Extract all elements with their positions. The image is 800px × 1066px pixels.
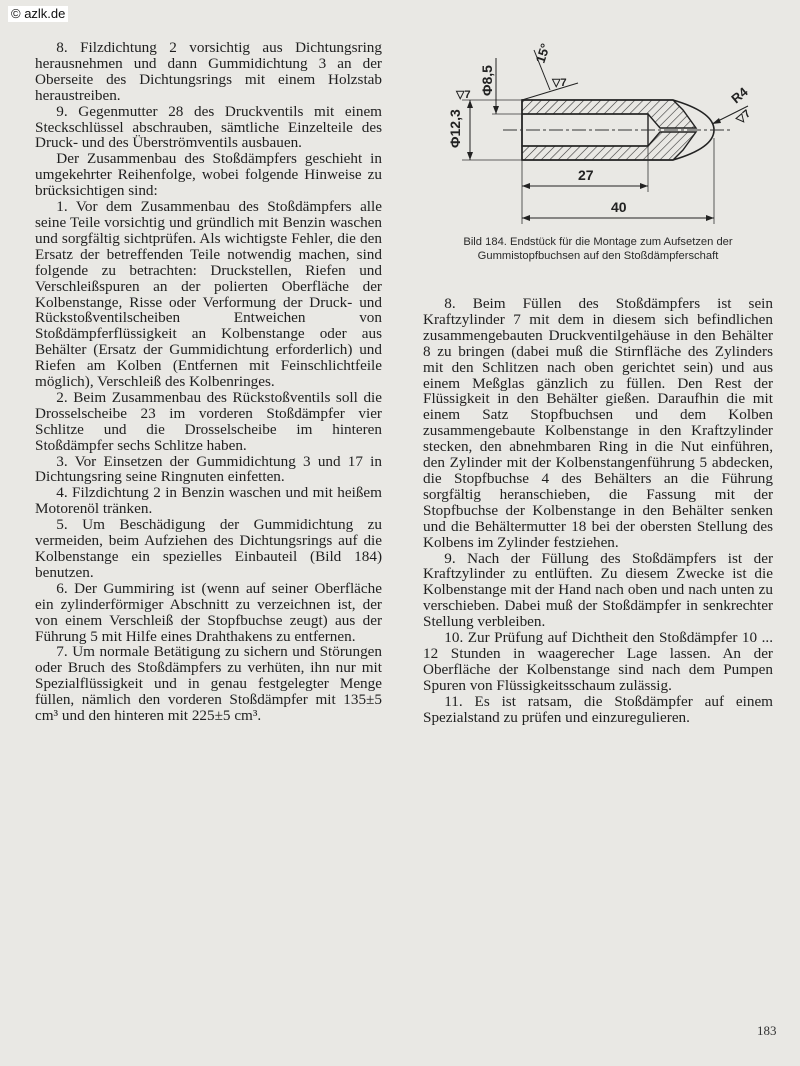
paragraph: 3. Vor Einsetzen der Gummidichtung 3 und 17 in Dichtungsring seine Ringnuten einfetten. — [35, 452, 382, 486]
figure-caption: Bild 184. Endstück für die Montage zum Aufsetzen der Gummistopfbuchsen auf den Stoßdämpferschaft — [463, 236, 733, 262]
left-column — [35, 40, 382, 724]
paragraph: Der Zusammenbau des Stoßdämpfers geschieht in umgekehrter Reihenfolge, wobei folgende Hinweise zu brücksichtigen sind: — [35, 150, 382, 200]
figure-184 — [418, 28, 778, 268]
paragraph: 4. Filzdichtung 2 in Benzin waschen und mit heißem Motorenöl tränken. — [35, 484, 382, 518]
watermark: © azlk.de — [8, 6, 68, 22]
paragraph: 9. Nach der Füllung des Stoßdämpfers ist der Kraftzylinder zu entlüften. Zu diesem Zwecke ist die Kolbenstange mit der Hand nach oben und nach unten zu verschieben. Dabei muß der Stoßdämpfer in senkrechter Stellung verbleiben. — [423, 549, 773, 631]
paragraph: 1. Vor dem Zusammenbau des Stoßdämpfers alle seine Teile vorsichtig und gründlich mit Benzin waschen und sorgfältig sichtprüfen. Als wichtigste Fehler, die den Ersatz der betreffenden Teile notwendig machen, sind folgende zu betrachten: Druckstellen, Riefen und Verschleißspuren an der polierten Oberfläche der Kolbenstange, Risse oder Verformung der Druck- und Rückstoßventilscheiben Entweichen von Stoßdämpferflüssigkeit an Kolbenstange oder aus Behälter (Ersatz der Gummidichtung erforderlich) und Riefen am Kolben (Entfernen mit Feinschlichtfeile möglich), Verschleiß des Kolbenringes. — [35, 198, 382, 391]
dim-bore-length: 27 — [578, 167, 594, 183]
finish-mark-outer: ▽7 — [456, 89, 471, 101]
paragraph: 2. Beim Zusammenbau des Rückstoßventils soll die Drosselscheibe 23 im vorderen Stoßdämpfer vier Schlitze und die Drosselscheibe im hinteren Stoßdämpfer sechs Schlitze haben. — [35, 388, 382, 454]
paragraph: 10. Zur Prüfung auf Dichtheit den Stoßdämpfer 10 ... 12 Stunden in waagerecher Lage lassen. An der Oberfläche der Kolbenstange sind nach dem Pumpen Spuren von Flüssigkeitsschaum zulässig. — [423, 629, 773, 694]
paragraph: 6. Der Gummiring ist (wenn auf seiner Oberfläche ein zylinderförmiger Abschnitt zu verzeichnen ist, der von einem Verschleiß der Stopfbuchse zeugt) aus der Führung 5 mit Hilfe eines Drahthakens zu entfernen. — [35, 579, 382, 645]
finish-mark-nose: ▽7 — [734, 107, 754, 127]
dim-inner-diameter: Φ8,5 — [479, 65, 495, 96]
dim-angle: 15° — [532, 41, 553, 65]
paragraph: 9. Gegenmutter 28 des Druckventils mit einem Steckschlüssel abschrauben, sämtliche Einzelteile des Druck- und des Überströmventils ausbauen. — [35, 102, 382, 152]
dim-radius: R4 — [728, 84, 751, 107]
technical-drawing — [418, 28, 778, 233]
paragraph: 8. Filzdichtung 2 vorsichtig aus Dichtungsring herausnehmen und dann Gummidichtung 3 an der Oberseite des Dichtungsrings mit einem Holzstab heraustreiben. — [35, 39, 382, 104]
paragraph: 11. Es ist ratsam, die Stoßdämpfer auf einem Spezialstand zu prüfen und einzuregulieren. — [423, 692, 773, 726]
paragraph: 7. Um normale Betätigung zu sichern und Störungen oder Bruch des Stoßdämpfers zu verhüten, ihn nur mit Spezialflüssigkeit und in genau festgelegter Menge füllen, nämlich den vorderen Stoßdämpfer mit 135±5 cm³ und den hinteren mit 225±5 cm³. — [35, 643, 382, 725]
paragraph: 8. Beim Füllen des Stoßdämpfers ist sein Kraftzylinder 7 mit dem in diesem sich befindlichen zusammengebauten Druckventilgehäuse in den Behälter 8 zu bringen (dabei muß die Stirnfläche des Zylinders mit den Schlitzen nach oben gerichtet sein) und aus einem Meßglas gänzlich zu füllen. Den Rest der Flüssigkeit in den Behälter gießen. Daraufhin die mit einem Satz Stopfbuchsen und dem Kolben zusammengebaute Kolbenstange in den Kraftzylinder stecken, den abnehmbaren Ring in die Nut einführen, den Zylinder mit der Kolbenstangenführung 5 abdecken, die Stopfbuchse 4 des Behälters an die Führung sorgfältig heranschieben, die Fassung mit der Stopfbuchse der Kolbenstange in den Behälter senken und die Behältermutter 18 bei der obersten Stellung des Kolbens im Zylinder festziehen. — [423, 295, 773, 551]
finish-mark-bevel: ▽7 — [552, 77, 567, 89]
right-column — [423, 296, 773, 725]
dim-total-length: 40 — [611, 199, 627, 215]
page-number: 183 — [757, 1023, 777, 1038]
paragraph: 5. Um Beschädigung der Gummidichtung zu vermeiden, beim Aufziehen des Dichtungsrings auf die Kolbenstange ein spezielles Einbauteil (Bild 184) benutzen. — [35, 516, 382, 581]
dim-outer-diameter: Φ12,3 — [447, 109, 463, 148]
